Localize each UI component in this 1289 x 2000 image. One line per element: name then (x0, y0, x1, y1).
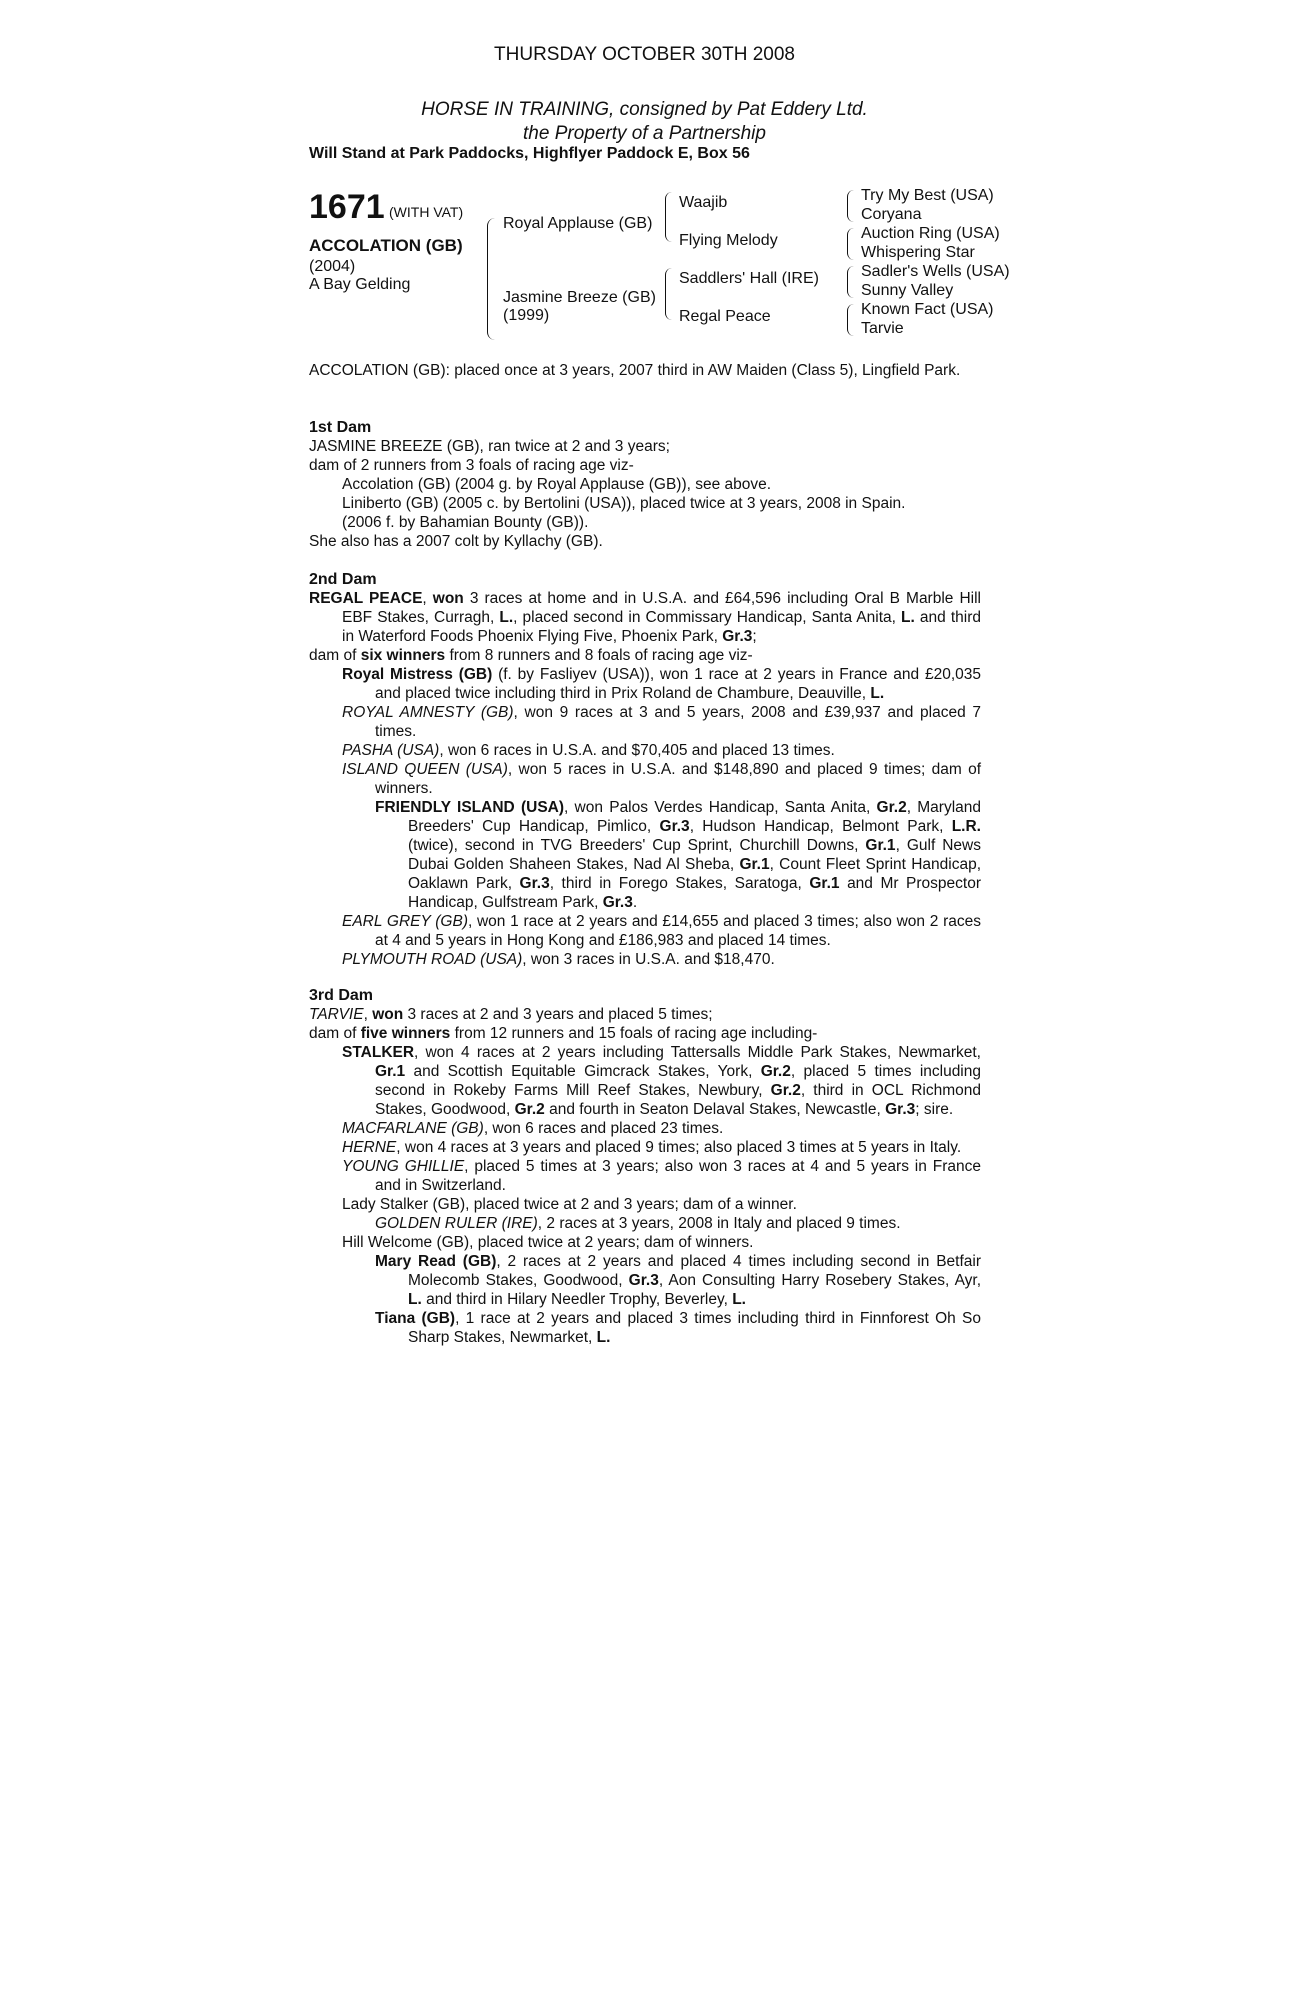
record-text: , Hudson Handicap, Belmont Park, (689, 818, 952, 835)
record-text: . (632, 894, 638, 911)
dam-name: TARVIE (309, 1006, 364, 1023)
race-grade: Gr.3 (722, 628, 753, 645)
dam-name: Jasmine Breeze (GB) (503, 289, 656, 306)
produce-name: YOUNG GHILLIE (342, 1158, 465, 1175)
section-heading: 2nd Dam (309, 571, 377, 588)
record-text: , third in OCL Richmond Stakes, Goodwood, (375, 1082, 981, 1118)
dam-record: JASMINE BREEZE (GB), ran twice at 2 and 3 years; (309, 438, 670, 455)
grandproduce-entry (375, 1309, 981, 1347)
pedigree-brace (487, 218, 495, 340)
pedigree-brace (847, 190, 854, 222)
dam-dam: Regal Peace (679, 308, 771, 325)
record-text: , third in Forego Stakes, Saratoga, (549, 875, 810, 892)
race-grade: Gr.3 (519, 875, 550, 892)
record-text: , won 3 races in U.S.A. and $18,470. (522, 951, 775, 968)
pedigree-block (309, 188, 1029, 348)
record-text: 3 races at 2 and 3 years and placed 5 times; (403, 1006, 713, 1023)
race-grade: Gr.2 (770, 1082, 801, 1099)
produce-entry: Accolation (GB) (2004 g. by Royal Applause (GB)), see above. (342, 476, 772, 493)
sale-date: THURSDAY OCTOBER 30TH 2008 (494, 44, 795, 65)
record-text: from 12 runners and 15 foals of racing age including- (450, 1025, 818, 1042)
record-text: and fourth in Seaton Delaval Stakes, Newcastle, (544, 1101, 886, 1118)
race-grade: L. (408, 1291, 422, 1308)
won-label: won (432, 590, 464, 607)
dam-record: REGAL PEACE, won 3 races at home and in U.S.A. and £64,596 including Oral B Marble Hill EBF Stakes, Curragh, L., placed second in Commissary Handicap, Santa Anita, L. and third in Waterford Foods Phoenix Flying Five, Phoenix Park, Gr.3; (309, 590, 981, 645)
produce-entry (342, 1138, 981, 1157)
produce-entry (342, 1119, 981, 1138)
record-text: from 8 runners and 8 foals of racing age viz- (445, 647, 753, 664)
grandparent-8: Tarvie (861, 320, 904, 337)
record-text: , won 4 races at 3 years and placed 9 times; also placed 3 times at 5 years in Italy. (396, 1139, 962, 1156)
race-grade: Gr.1 (809, 875, 840, 892)
record-text: , placed 5 times at 3 years; also won 3 races at 4 and 5 years in France and in Switzerland. (375, 1158, 981, 1194)
stand-location: Will Stand at Park Paddocks, Highflyer Paddock E, Box 56 (309, 145, 750, 162)
section-heading: 1st Dam (309, 419, 372, 436)
record-text: ; sire. (915, 1101, 954, 1118)
produce-name: STALKER (342, 1044, 415, 1061)
horse-description: A Bay Gelding (309, 276, 411, 293)
race-grade: L.R. (951, 818, 981, 835)
record-text: , 1 race at 2 years and placed 3 times including third in Finnforest Oh So Sharp Stakes, Newmarket, (408, 1310, 981, 1346)
record-text: dam of (309, 647, 361, 664)
record-text: , (363, 1006, 373, 1023)
dam-produce-intro (309, 646, 981, 665)
grandparent-1: Try My Best (USA) (861, 187, 994, 204)
produce-name: Tiana (GB) (375, 1310, 456, 1327)
first-dam-section (309, 418, 981, 551)
race-grade: Gr.2 (876, 799, 907, 816)
record-text: ; (752, 628, 757, 645)
record-text: , 2 races at 3 years, 2008 in Italy and placed 9 times. (537, 1215, 901, 1232)
record-text: 3 races at home and in U.S.A. and £64,596 including Oral B Marble Hill EBF Stakes, Curragh, (342, 590, 981, 626)
produce-name: ISLAND QUEEN (USA) (342, 761, 508, 778)
race-grade: Gr.3 (659, 818, 690, 835)
dam-year: (1999) (503, 307, 550, 324)
lot-number: 1671 (309, 188, 385, 226)
section-heading: 3rd Dam (309, 987, 374, 1004)
grandparent-5: Sadler's Wells (USA) (861, 263, 1010, 280)
race-grade: Gr.2 (514, 1101, 545, 1118)
produce-entry (342, 703, 981, 741)
horse-summary: ACCOLATION (GB): placed once at 3 years, 2007 third in AW Maiden (Class 5), Lingfield Park. (309, 362, 961, 379)
produce-entry: Liniberto (GB) (2005 c. by Bertolini (USA)), placed twice at 3 years, 2008 in Spain. (342, 495, 906, 512)
race-grade: Gr.2 (760, 1063, 791, 1080)
second-dam-section (309, 570, 981, 969)
produce-name: PLYMOUTH ROAD (USA) (342, 951, 523, 968)
produce-entry (342, 912, 981, 950)
produce-name: ROYAL AMNESTY (GB) (342, 704, 514, 721)
grandproduce-entry (375, 1252, 981, 1309)
sire-name: Royal Applause (GB) (503, 215, 653, 232)
record-text: , won 9 races at 3 and 5 years, 2008 and £39,937 and placed 7 times. (375, 704, 981, 740)
record-text: , won 6 races in U.S.A. and $70,405 and placed 13 times. (439, 742, 835, 759)
produce-entry: Lady Stalker (GB), placed twice at 2 and 3 years; dam of a winner. (342, 1196, 797, 1213)
dam-sire: Saddlers' Hall (IRE) (679, 270, 819, 287)
record-text: , won 1 race at 2 years and £14,655 and placed 3 times; also won 2 races at 4 and 5 years in Hong Kong and £186,983 and placed 14 times. (375, 913, 981, 949)
record-text: (f. by Fasliyev (USA)), won 1 race at 2 years in France and £20,035 and placed twice including third in Prix Roland de Chambure, Deauville, (375, 666, 981, 702)
record-text: , placed second in Commissary Handicap, Santa Anita, (513, 609, 902, 626)
horse-year: (2004) (309, 258, 356, 275)
property-line: the Property of a Partnership (523, 123, 766, 144)
produce-entry (342, 1043, 981, 1119)
winner-count: six winners (360, 647, 446, 664)
dam-produce-intro: dam of 2 runners from 3 foals of racing age viz- (309, 457, 634, 474)
record-text: , Aon Consulting Harry Rosebery Stakes, Ayr, (658, 1272, 981, 1289)
race-grade: Gr.1 (375, 1063, 406, 1080)
produce-entry (342, 760, 981, 798)
record-text: (twice), second in TVG Breeders' Cup Sprint, Churchill Downs, (408, 837, 866, 854)
race-grade: L. (596, 1329, 611, 1346)
record-text: and Scottish Equitable Gimcrack Stakes, York, (405, 1063, 761, 1080)
race-grade: L. (901, 609, 915, 626)
produce-name: EARL GREY (GB) (342, 913, 468, 930)
third-dam-section (309, 986, 981, 1347)
grandparent-4: Whispering Star (861, 244, 975, 261)
record-text: , placed 5 times including second in Rokeby Farms Mill Reef Stakes, Newbury, (375, 1063, 981, 1099)
grandparent-6: Sunny Valley (861, 282, 954, 299)
race-grade: Gr.1 (739, 856, 770, 873)
record-text: , won 5 races in U.S.A. and $148,890 and placed 9 times; dam of winners. (375, 761, 981, 797)
pedigree-brace (665, 192, 672, 242)
produce-name: HERNE (342, 1139, 397, 1156)
pedigree-brace (847, 304, 854, 336)
record-text: and third in Waterford Foods Phoenix Flying Five, Phoenix Park, (342, 609, 981, 645)
horse-name: ACCOLATION (GB) (309, 236, 463, 255)
sire-dam: Flying Melody (679, 232, 778, 249)
race-grade: Gr.3 (628, 1272, 659, 1289)
produce-note: She also has a 2007 colt by Kyllachy (GB). (309, 533, 603, 550)
produce-entry (342, 950, 981, 969)
dam-produce-intro (309, 1024, 981, 1043)
produce-entry (342, 1157, 981, 1195)
won-label: won (372, 1006, 404, 1023)
record-text: , 2 races at 2 years and placed 4 times including second in Betfair Molecomb Stakes, Goodwood, (408, 1253, 981, 1289)
pedigree-brace (847, 228, 854, 260)
record-text: , won 6 races and placed 23 times. (483, 1120, 724, 1137)
grandparent-2: Coryana (861, 206, 922, 223)
winner-count: five winners (360, 1025, 451, 1042)
record-text: and Mr Prospector Handicap, Gulfstream Park, (408, 875, 981, 911)
produce-name: Royal Mistress (GB) (342, 666, 493, 683)
vat-note: (WITH VAT) (389, 204, 464, 220)
record-text: , Maryland Breeders' Cup Handicap, Pimlico, (408, 799, 981, 835)
grandproduce-entry (375, 1214, 981, 1233)
grandparent-7: Known Fact (USA) (861, 301, 994, 318)
record-text: , Count Fleet Sprint Handicap, Oaklawn Park, (408, 856, 981, 892)
produce-name: Mary Read (GB) (375, 1253, 497, 1270)
pedigree-brace (847, 266, 854, 298)
grandparent-3: Auction Ring (USA) (861, 225, 1000, 242)
dam-record (309, 1005, 981, 1024)
consignment-heading (0, 98, 1289, 146)
produce-name: GOLDEN RULER (IRE) (375, 1215, 538, 1232)
grandproduce-entry (375, 798, 981, 912)
dam-name: REGAL PEACE (309, 590, 423, 607)
record-text: dam of (309, 1025, 361, 1042)
produce-entry (342, 741, 981, 760)
produce-name: FRIENDLY ISLAND (USA) (375, 799, 565, 816)
record-text: , Gulf News Dubai Golden Shaheen Stakes, Nad Al Sheba, (408, 837, 981, 873)
race-grade: Gr.3 (602, 894, 633, 911)
produce-entry (342, 665, 981, 703)
pedigree-brace (665, 268, 672, 320)
produce-entry: (2006 f. by Bahamian Bounty (GB)). (342, 514, 589, 531)
record-text: , won Palos Verdes Handicap, Santa Anita, (564, 799, 877, 816)
race-grade: L. (732, 1291, 746, 1308)
produce-name: MACFARLANE (GB) (342, 1120, 484, 1137)
sire-sire: Waajib (679, 194, 728, 211)
race-grade: Gr.1 (865, 837, 896, 854)
produce-name: PASHA (USA) (342, 742, 440, 759)
produce-entry: Hill Welcome (GB), placed twice at 2 years; dam of winners. (342, 1234, 754, 1251)
race-grade: L. (870, 685, 885, 702)
race-grade: Gr.3 (885, 1101, 916, 1118)
record-text: and third in Hilary Needler Trophy, Beverley, (421, 1291, 733, 1308)
record-text: , won 4 races at 2 years including Tattersalls Middle Park Stakes, Newmarket, (414, 1044, 981, 1061)
consignor-line: HORSE IN TRAINING, consigned by Pat Eddery Ltd. (421, 99, 868, 120)
race-grade: L. (499, 609, 514, 626)
